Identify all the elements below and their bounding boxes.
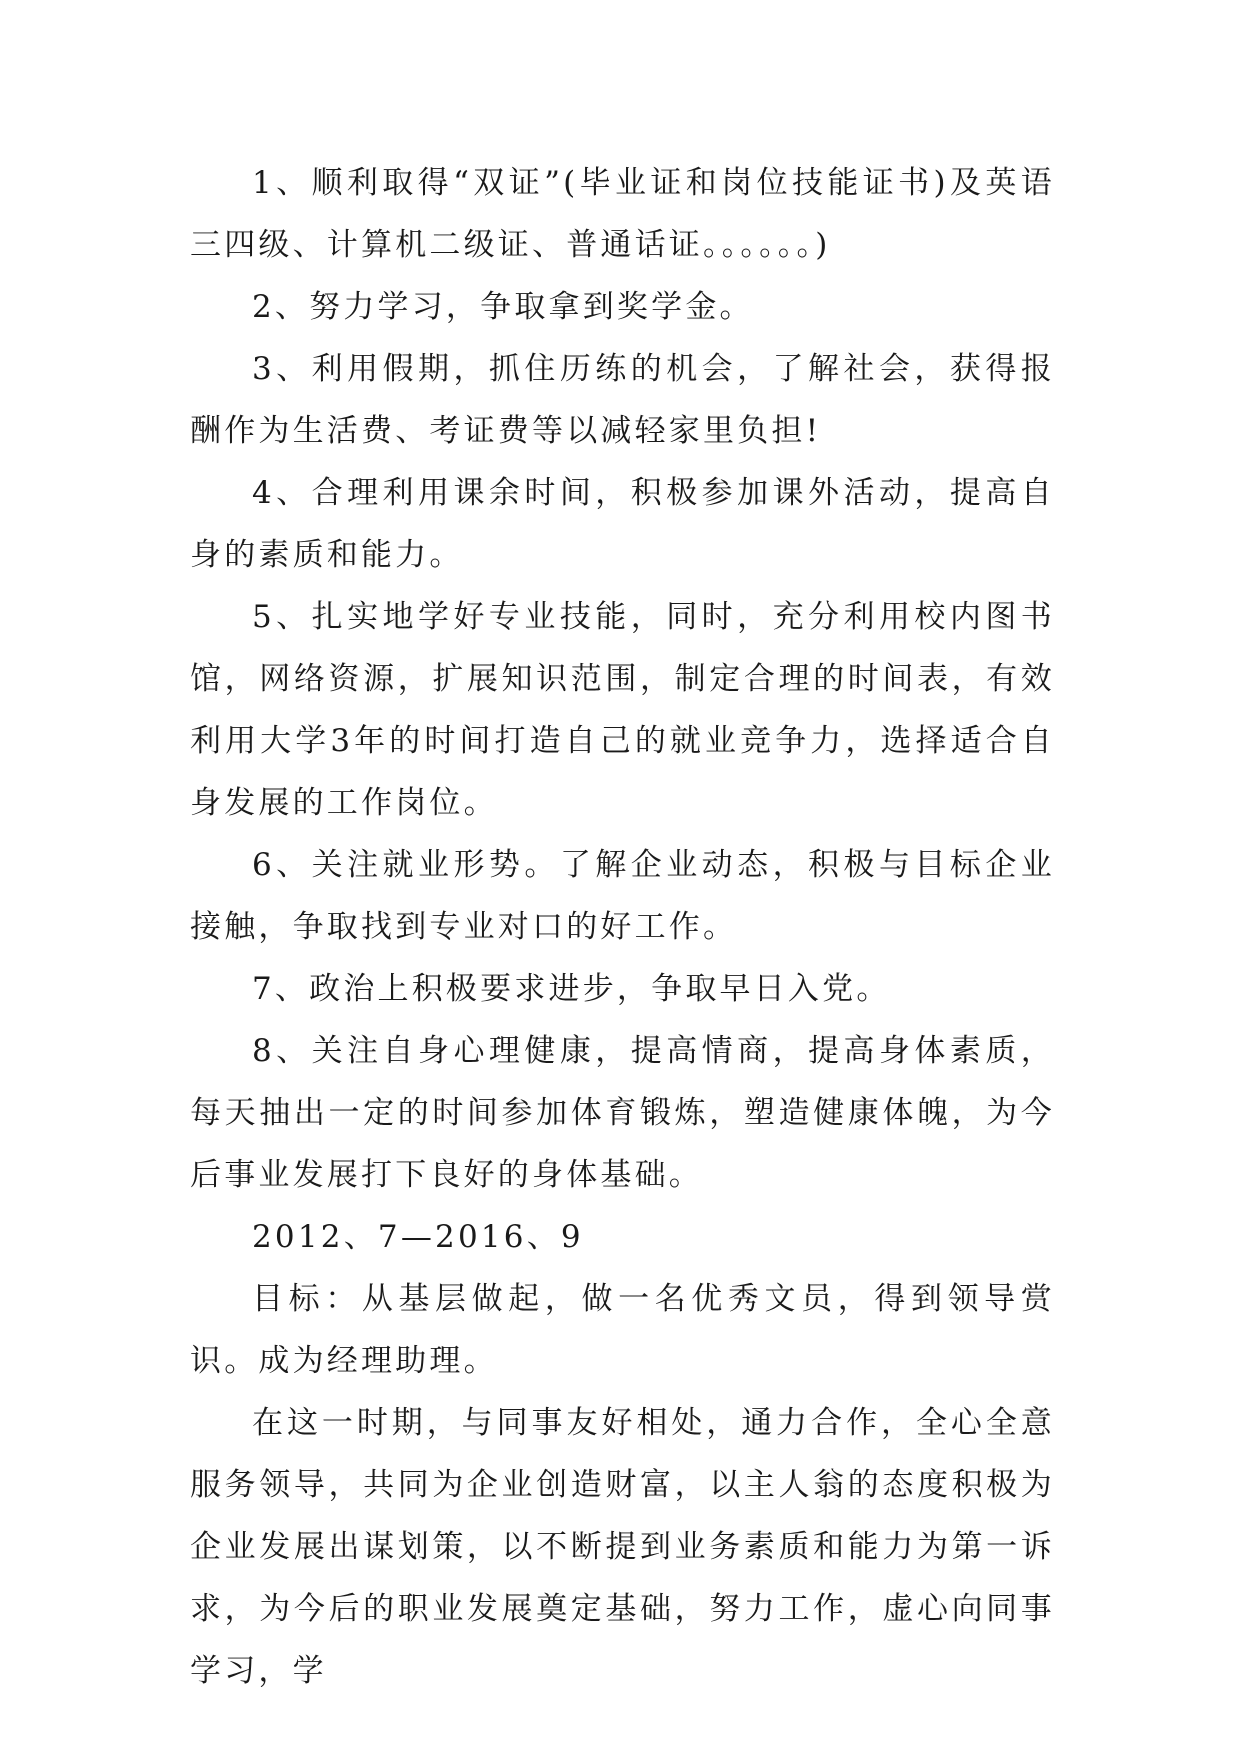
paragraph-goal-3: 3、利用假期，抓住历练的机会，了解社会，获得报酬作为生活费、考证费等以减轻家里负担! <box>190 351 1055 449</box>
paragraph-target: 目标：从基层做起，做一名优秀文员，得到领导赏识。成为经理助理。 <box>190 1281 1055 1379</box>
document-body <box>190 152 1055 1702</box>
paragraph-goal-7: 7、政治上积极要求进步，争取早日入党。 <box>252 971 891 1007</box>
period-heading: 2012、7—2016、9 <box>252 1219 584 1255</box>
paragraph-goal-2: 2、努力学习，争取拿到奖学金。 <box>252 289 754 325</box>
paragraph-goal-8: 8、关注自身心理健康，提高情商，提高身体素质，每天抽出一定的时间参加体育锻炼，塑造健康体魄，为今后事业发展打下良好的身体基础。 <box>190 1033 1055 1193</box>
paragraph-goal-5: 5、扎实地学好专业技能，同时，充分利用校内图书馆，网络资源，扩展知识范围，制定合理的时间表，有效利用大学3年的时间打造自己的就业竞争力，选择适合自身发展的工作岗位。 <box>190 599 1055 821</box>
paragraph-goal-4: 4、合理利用课余时间，积极参加课外活动，提高自身的素质和能力。 <box>190 475 1055 573</box>
paragraph-goal-1: 1、顺利取得“双证”(毕业证和岗位技能证书)及英语三四级、计算机二级证、普通话证。。。。。。) <box>190 165 1055 263</box>
paragraph-goal-6: 6、关注就业形势。了解企业动态，积极与目标企业接触，争取找到专业对口的好工作。 <box>190 847 1055 945</box>
paragraph-plan: 在这一时期，与同事友好相处，通力合作，全心全意服务领导，共同为企业创造财富，以主人翁的态度积极为企业发展出谋划策，以不断提到业务素质和能力为第一诉求，为今后的职业发展奠定基础，努力工作，虚心向同事学习，学 <box>190 1405 1055 1689</box>
